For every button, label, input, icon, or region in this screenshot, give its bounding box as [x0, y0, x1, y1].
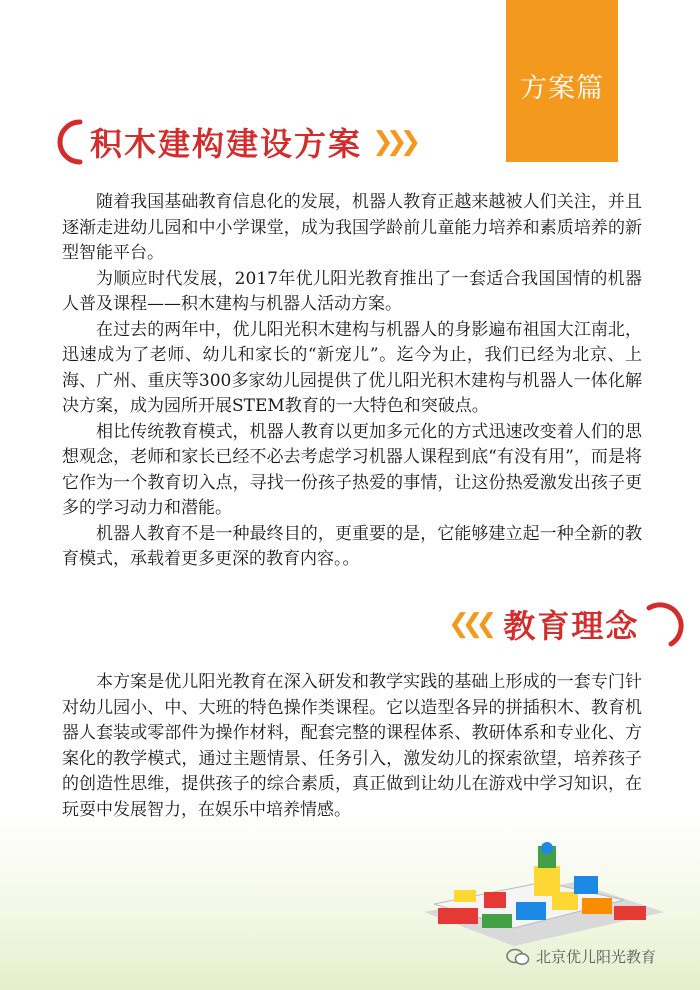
- arc-ornament-icon: [50, 118, 90, 166]
- section2-heading: [448, 600, 685, 648]
- section2-title: 教育理念: [503, 607, 640, 645]
- section-tab-label: 方案篇: [520, 73, 604, 104]
- watermark: [506, 946, 656, 967]
- wechat-icon: [506, 948, 530, 966]
- section-tab: [506, 0, 618, 162]
- section1-heading: [50, 118, 413, 166]
- section1-body: [62, 190, 642, 573]
- section1-title: 积木建构建设方案: [90, 125, 363, 163]
- paragraph: 相比传统教育模式，机器人教育以更加多元化的方式迅速改变着人们的思想观念，老师和家长已经不必去考虑学习机器人课程到底“有没有用”，而是将它作为一个教育切入点，寻找一份孩子热爱的事情，让这份热爱激发出孩子更多的学习动力和潜能。: [62, 421, 642, 518]
- paragraph: 在过去的两年中，优儿阳光积木建构与机器人的身影遍布祖国大江南北，迅速成为了老师、幼儿和家长的“新宠儿”。迄今为止，我们已经为北京、上海、广州、重庆等300多家幼儿园提供了优儿阳光积木建构与机器人一体化解决方案，成为园所开展STEM教育的一大特色和突破点。: [62, 319, 642, 416]
- paragraph: 机器人教育不是一种最终目的，更重要的是，它能够建立起一种全新的教育模式，承载着更多更深的教育内容。。: [62, 523, 642, 569]
- watermark-text: 北京优儿阳光教育: [536, 948, 657, 966]
- paragraph: 本方案是优儿阳光教育在深入研发和教学实践的基础上形成的一套专门针对幼儿园小、中、大班的特色操作类课程。它以造型各异的拼插积木、教育机器人套装或零部件为操作材料，配套完整的课程体系、教研体系和专业化、方案化的教学模式，通过主题情景、任务引入，激发幼儿的探索欲望，培养孩子的创造性思维，提供孩子的综合素质，真正做到让幼儿在游戏中学习知识，在玩耍中发展智力，在娱乐中培养情感。: [62, 672, 642, 820]
- arc-ornament-icon: [645, 600, 685, 648]
- block-robot-illustration: [424, 842, 664, 954]
- section2-body: [62, 670, 642, 823]
- chevrons-right-icon: ❯❯❯: [372, 127, 414, 157]
- paragraph: 随着我国基础教育信息化的发展，机器人教育正越来越被人们关注，并且逐渐走进幼儿园和中小学课堂，成为我国学龄前儿童能力培养和素质培养的新型智能平台。: [62, 192, 642, 263]
- chevrons-left-icon: ❮❮❮: [448, 609, 490, 639]
- paragraph: 为顺应时代发展，2017年优儿阳光教育推出了一套适合我国国情的机器人普及课程——积木建构与机器人活动方案。: [62, 268, 642, 314]
